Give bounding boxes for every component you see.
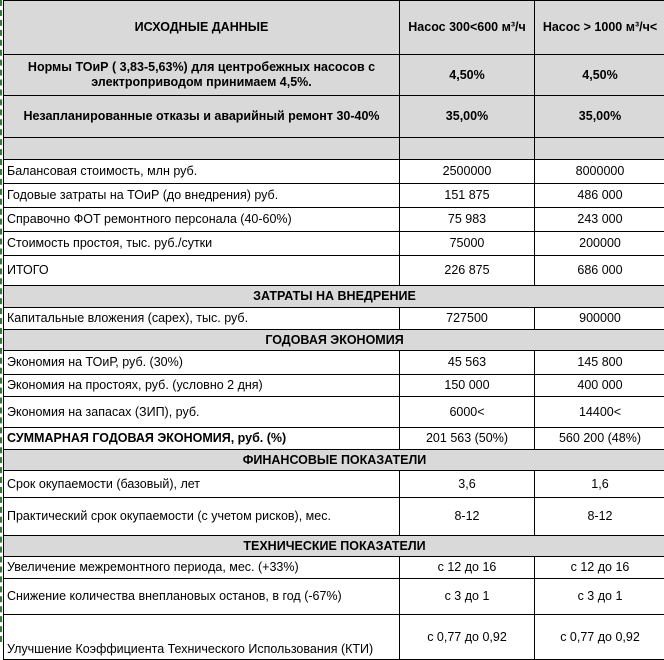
spacer-cell[interactable] xyxy=(4,138,400,160)
row-label[interactable]: Справочно ФОТ ремонтного персонала (40-60%) xyxy=(4,208,400,232)
row-label[interactable]: Годовые затраты на ТОиР (до внедрения) руб. xyxy=(4,184,400,208)
row-label[interactable]: Улучшение Коэффициента Технического Использования (КТИ) xyxy=(4,615,400,660)
row-value-2[interactable]: 1,6 xyxy=(535,471,664,498)
row-value-1[interactable]: 75000 xyxy=(400,232,535,256)
row-label[interactable]: Экономия на запасах (ЗИП), руб. xyxy=(4,397,400,428)
row-value-1[interactable]: 151 875 xyxy=(400,184,535,208)
norms-value-2[interactable]: 4,50% xyxy=(535,55,664,96)
row-label[interactable]: Практический срок окупаемости (с учетом рисков), мес. xyxy=(4,498,400,536)
total-row xyxy=(4,256,664,286)
spacer-cell[interactable] xyxy=(400,138,535,160)
row-value-2[interactable]: 900000 xyxy=(535,308,664,330)
row-label[interactable]: Увеличение межремонтного периода, мес. (+33%) xyxy=(4,557,400,579)
table-row xyxy=(4,498,664,536)
row-value-1[interactable]: 727500 xyxy=(400,308,535,330)
table-row xyxy=(4,160,664,184)
row-label[interactable]: Экономия на ТОиР, руб. (30%) xyxy=(4,351,400,375)
row-value-1[interactable]: с 12 до 16 xyxy=(400,557,535,579)
header-row xyxy=(4,1,664,55)
table-row xyxy=(4,184,664,208)
row-value-2[interactable]: 14400< xyxy=(535,397,664,428)
unplanned-value-1[interactable]: 35,00% xyxy=(400,96,535,138)
row-label[interactable]: Балансовая стоимость, млн руб. xyxy=(4,160,400,184)
row-label[interactable]: Срок окупаемости (базовый), лет xyxy=(4,471,400,498)
row-value-1[interactable]: с 0,77 до 0,92 xyxy=(400,615,535,660)
row-value-2[interactable]: с 3 до 1 xyxy=(535,579,664,615)
row-value-1[interactable]: 2500000 xyxy=(400,160,535,184)
row-value-2[interactable]: 486 000 xyxy=(535,184,664,208)
header-col1[interactable]: Насос 300<600 м³/ч xyxy=(400,1,535,55)
norms-value-1[interactable]: 4,50% xyxy=(400,55,535,96)
section-header-implementation xyxy=(4,286,664,308)
header-title[interactable]: ИСХОДНЫЕ ДАННЫЕ xyxy=(4,1,400,55)
row-value-1[interactable]: 8-12 xyxy=(400,498,535,536)
norms-row xyxy=(4,55,664,96)
savings-total-row xyxy=(4,428,664,450)
row-value-2[interactable]: 8-12 xyxy=(535,498,664,536)
row-label[interactable]: Капитальные вложения (capex), тыс. руб. xyxy=(4,308,400,330)
section-header-finance xyxy=(4,450,664,471)
row-label[interactable]: СУММАРНАЯ ГОДОВАЯ ЭКОНОМИЯ, руб. (%) xyxy=(4,428,400,450)
row-value-1[interactable]: 226 875 xyxy=(400,256,535,286)
table-row xyxy=(4,615,664,660)
row-value-1[interactable]: 201 563 (50%) xyxy=(400,428,535,450)
section-title[interactable]: ГОДОВАЯ ЭКОНОМИЯ xyxy=(4,330,664,351)
table-row xyxy=(4,308,664,330)
row-value-2[interactable]: 200000 xyxy=(535,232,664,256)
unplanned-label[interactable]: Незапланированные отказы и аварийный ремонт 30-40% xyxy=(4,96,400,138)
section-header-savings xyxy=(4,330,664,351)
row-value-1[interactable]: 6000< xyxy=(400,397,535,428)
spacer-cell[interactable] xyxy=(535,138,664,160)
header-col2[interactable]: Насос > 1000 м³/ч< xyxy=(535,1,664,55)
section-title[interactable]: ТЕХНИЧЕСКИЕ ПОКАЗАТЕЛИ xyxy=(4,536,664,557)
section-header-tech xyxy=(4,536,664,557)
row-label[interactable]: Экономия на простоях, руб. (условно 2 дня) xyxy=(4,375,400,397)
table-row xyxy=(4,471,664,498)
row-value-1[interactable]: 3,6 xyxy=(400,471,535,498)
spacer-row xyxy=(4,138,664,160)
row-label[interactable]: Снижение количества внеплановых останов, в год (-67%) xyxy=(4,579,400,615)
unplanned-row xyxy=(4,96,664,138)
row-value-1[interactable]: 45 563 xyxy=(400,351,535,375)
pump-economics-table xyxy=(3,0,664,660)
row-label[interactable]: ИТОГО xyxy=(4,256,400,286)
table-row xyxy=(4,375,664,397)
row-value-1[interactable]: 150 000 xyxy=(400,375,535,397)
norms-label[interactable]: Нормы ТОиР ( 3,83-5,63%) для центробежных насосов с электроприводом принимаем 4,5%. xyxy=(4,55,400,96)
row-value-2[interactable]: 243 000 xyxy=(535,208,664,232)
row-value-2[interactable]: 686 000 xyxy=(535,256,664,286)
row-value-1[interactable]: 75 983 xyxy=(400,208,535,232)
row-label[interactable]: Стоимость простоя, тыс. руб./сутки xyxy=(4,232,400,256)
table-row xyxy=(4,208,664,232)
row-value-2[interactable]: с 0,77 до 0,92 xyxy=(535,615,664,660)
row-value-2[interactable]: с 12 до 16 xyxy=(535,557,664,579)
section-title[interactable]: ЗАТРАТЫ НА ВНЕДРЕНИЕ xyxy=(4,286,664,308)
table-row xyxy=(4,557,664,579)
row-value-2[interactable]: 8000000 xyxy=(535,160,664,184)
row-value-2[interactable]: 560 200 (48%) xyxy=(535,428,664,450)
table-row xyxy=(4,351,664,375)
unplanned-value-2[interactable]: 35,00% xyxy=(535,96,664,138)
section-title[interactable]: ФИНАНСОВЫЕ ПОКАЗАТЕЛИ xyxy=(4,450,664,471)
row-value-2[interactable]: 400 000 xyxy=(535,375,664,397)
table-row xyxy=(4,232,664,256)
row-value-2[interactable]: 145 800 xyxy=(535,351,664,375)
row-value-1[interactable]: с 3 до 1 xyxy=(400,579,535,615)
table-row xyxy=(4,397,664,428)
table-row xyxy=(4,579,664,615)
